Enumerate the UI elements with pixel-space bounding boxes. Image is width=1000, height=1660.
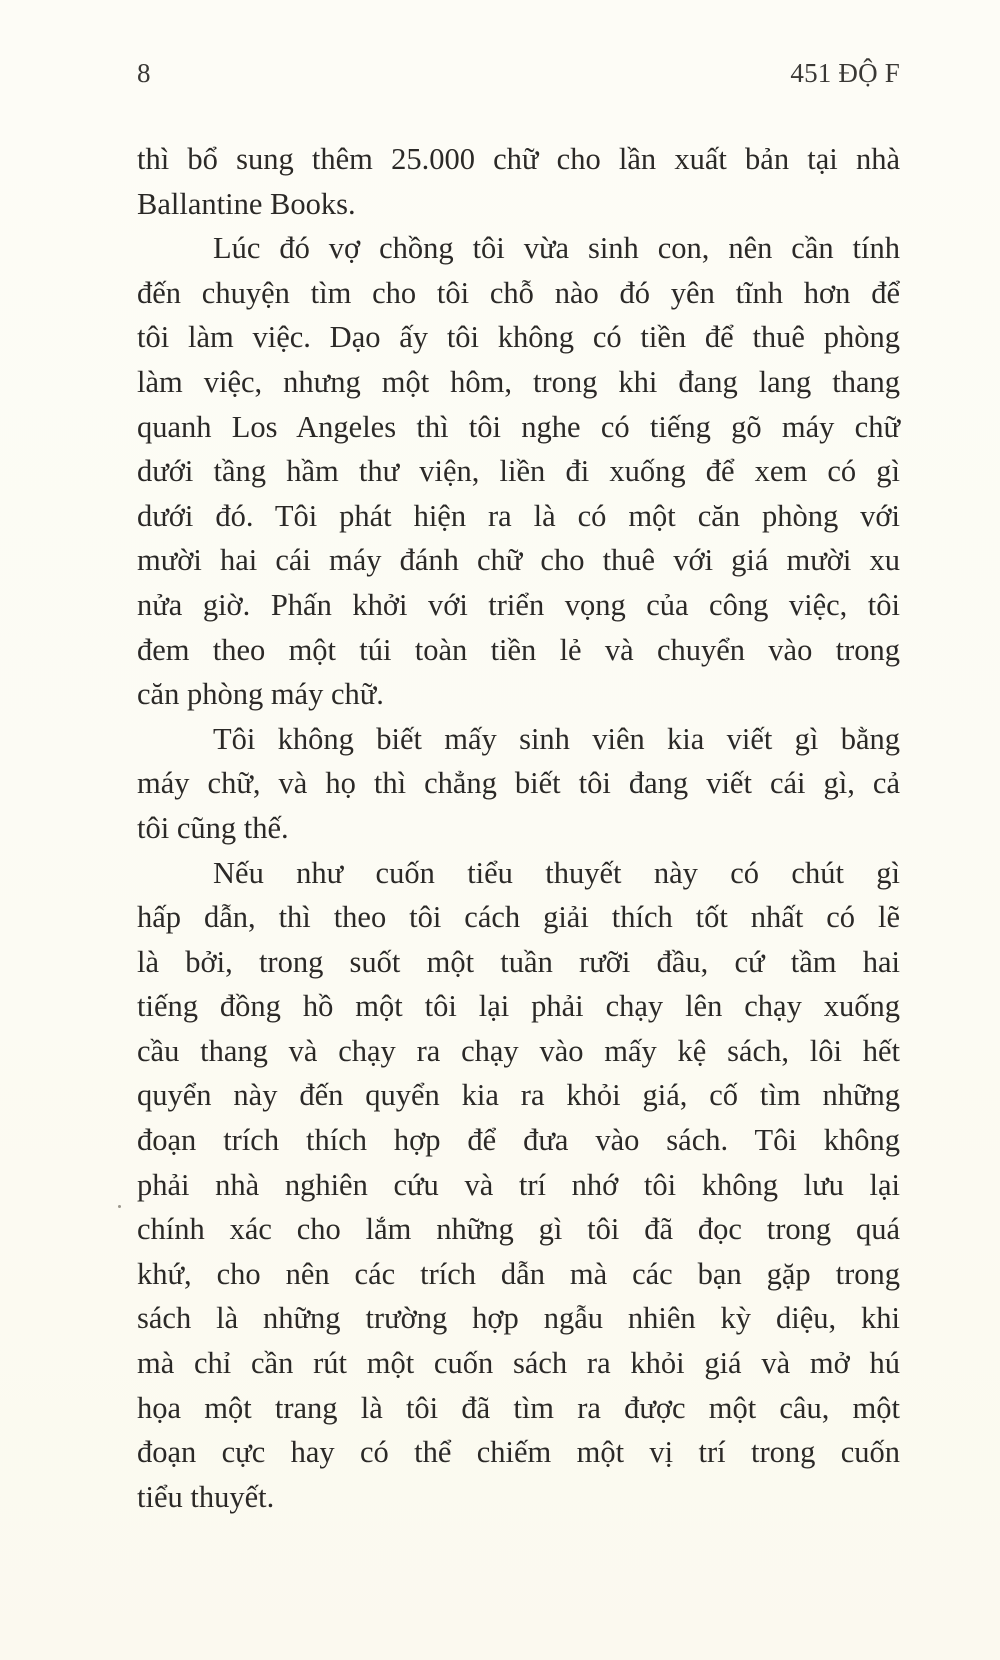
body-text bbox=[137, 137, 900, 1519]
text-line: hấp dẫn, thì theo tôi cách giải thích tốt nhất có lẽ bbox=[137, 900, 900, 935]
text-line: đoạn cực hay có thể chiếm một vị trí trong cuốn bbox=[137, 1435, 900, 1470]
text-line: đem theo một túi toàn tiền lẻ và chuyển vào trong bbox=[137, 632, 900, 667]
text-line: Tôi không biết mấy sinh viên kia viết gì bằng bbox=[213, 721, 900, 756]
text-line: nửa giờ. Phấn khởi với triển vọng của công việc, tôi bbox=[137, 587, 900, 622]
text-line: cầu thang và chạy ra chạy vào mấy kệ sách, lôi hết bbox=[137, 1033, 900, 1068]
text-line: là bởi, trong suốt một tuần rưỡi đầu, cứ tầm hai bbox=[137, 944, 900, 979]
text-line: Ballantine Books. bbox=[137, 186, 356, 221]
text-line: tôi cũng thế. bbox=[137, 810, 289, 845]
text-line: họa một trang là tôi đã tìm ra được một câu, một bbox=[137, 1390, 900, 1425]
text-line: sách là những trường hợp ngẫu nhiên kỳ diệu, khi bbox=[137, 1301, 900, 1336]
text-line: khứ, cho nên các trích dẫn mà các bạn gặp trong bbox=[137, 1256, 900, 1291]
text-line: máy chữ, và họ thì chẳng biết tôi đang viết cái gì, cả bbox=[137, 766, 900, 801]
text-line: căn phòng máy chữ. bbox=[137, 677, 384, 712]
text-line: quanh Los Angeles thì tôi nghe có tiếng gõ máy chữ bbox=[137, 409, 900, 444]
paragraph-1 bbox=[137, 137, 900, 226]
scan-speck bbox=[118, 1205, 121, 1208]
text-line: tôi làm việc. Dạo ấy tôi không có tiền để thuê phòng bbox=[137, 320, 900, 355]
page-number: 8 bbox=[137, 58, 151, 88]
text-line: Lúc đó vợ chồng tôi vừa sinh con, nên cần tính bbox=[213, 231, 900, 266]
text-line: mà chỉ cần rút một cuốn sách ra khỏi giá và mở hú bbox=[137, 1346, 900, 1381]
text-line: dưới tầng hầm thư viện, liền đi xuống để xem có gì bbox=[137, 454, 900, 489]
text-line: quyển này đến quyển kia ra khỏi giá, cố tìm những bbox=[137, 1078, 900, 1113]
paragraph-4 bbox=[137, 851, 900, 1520]
text-line: tiểu thuyết. bbox=[137, 1479, 275, 1514]
text-line: dưới đó. Tôi phát hiện ra là có một căn phòng với bbox=[137, 498, 900, 533]
running-title: 451 ĐỘ F bbox=[790, 58, 900, 88]
paragraph-2 bbox=[137, 226, 900, 717]
paragraph-3 bbox=[137, 717, 900, 851]
text-line: mười hai cái máy đánh chữ cho thuê với giá mười xu bbox=[137, 543, 900, 578]
text-line: làm việc, nhưng một hôm, trong khi đang lang thang bbox=[137, 364, 900, 399]
text-line: đến chuyện tìm cho tôi chỗ nào đó yên tĩnh hơn để bbox=[137, 275, 900, 310]
text-line: chính xác cho lắm những gì tôi đã đọc trong quá bbox=[137, 1212, 900, 1247]
text-line: đoạn trích thích hợp để đưa vào sách. Tôi không bbox=[137, 1123, 900, 1158]
text-line: Nếu như cuốn tiểu thuyết này có chút gì bbox=[213, 855, 900, 890]
running-header bbox=[137, 58, 900, 89]
text-line: phải nhà nghiên cứu và trí nhớ tôi không lưu lại bbox=[137, 1167, 900, 1202]
text-line: thì bổ sung thêm 25.000 chữ cho lần xuất bản tại nhà bbox=[137, 142, 900, 176]
text-line: tiếng đồng hồ một tôi lại phải chạy lên chạy xuống bbox=[137, 989, 900, 1024]
